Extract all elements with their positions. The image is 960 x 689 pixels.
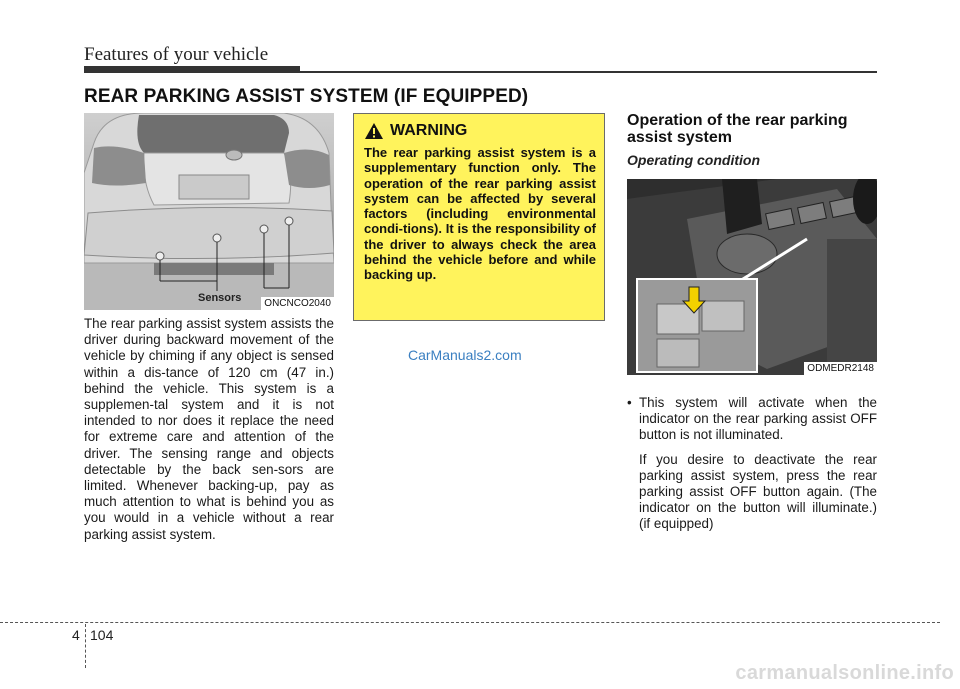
rear-bumper-photo: [84, 113, 334, 310]
bullet-text: This system will activate when the indicator on the rear parking assist OFF button is not illuminated.: [639, 395, 877, 443]
shifter-photo: [627, 179, 877, 375]
warning-text: The rear parking assist system is a supplementary function only. The operation of the rear parking assist system can be affected by several factors (including environmental condi-tions). It is the responsibility of the driver to always check the area behind the vehicle before and while backing up.: [364, 145, 596, 283]
header-rule: [84, 71, 877, 73]
operation-heading: Operation of the rear parking assist system: [627, 112, 848, 146]
warning-triangle-icon: [364, 122, 384, 140]
shifter-figure-code: ODMEDR2148: [804, 362, 877, 375]
bullet-dot-icon: •: [627, 395, 632, 410]
warning-title: WARNING: [390, 122, 468, 139]
bullet-item: [627, 395, 877, 444]
chapter-number: 4: [72, 627, 80, 643]
operating-condition-subheading: Operating condition: [627, 152, 760, 168]
figure-code: ONCNCO2040: [261, 297, 334, 310]
operation-bullet-list: [627, 395, 877, 533]
site-watermark: carmanualsonline.info: [735, 662, 954, 684]
bullet-continuation: If you desire to deactivate the rear parking assist system, press the rear parking assist OFF button again. (The indicator on the button will illuminate.) (if equipped): [639, 451, 877, 532]
warning-box: [353, 113, 605, 321]
footer-divider: [85, 624, 86, 668]
sensors-label: Sensors: [198, 292, 242, 304]
rear-bumper-illustration: [84, 113, 334, 310]
footer-rule: [0, 622, 940, 623]
section-title: REAR PARKING ASSIST SYSTEM (IF EQUIPPED): [84, 86, 529, 107]
intro-paragraph: The rear parking assist system assists the driver during backward movement of the vehicle by chiming if any object is sensed within a dis-tance of 120 cm (47 in.) behind the vehicle. This system is a supplemen-tal system and it is not intended to nor does it replace the need for extreme care and attention of the driver. The sensing range and objects detectable by the back sen-sors are limited. Whenever backing-up, pay as much attention to what is behind you as you would in a vehicle without a rear parking assist system.: [84, 316, 334, 542]
header-title: Features of your vehicle: [84, 44, 269, 65]
shifter-illustration: [627, 179, 877, 375]
watermark-text: CarManuals2.com: [408, 347, 522, 363]
page-number: 104: [90, 627, 114, 643]
warning-header: [364, 122, 596, 140]
